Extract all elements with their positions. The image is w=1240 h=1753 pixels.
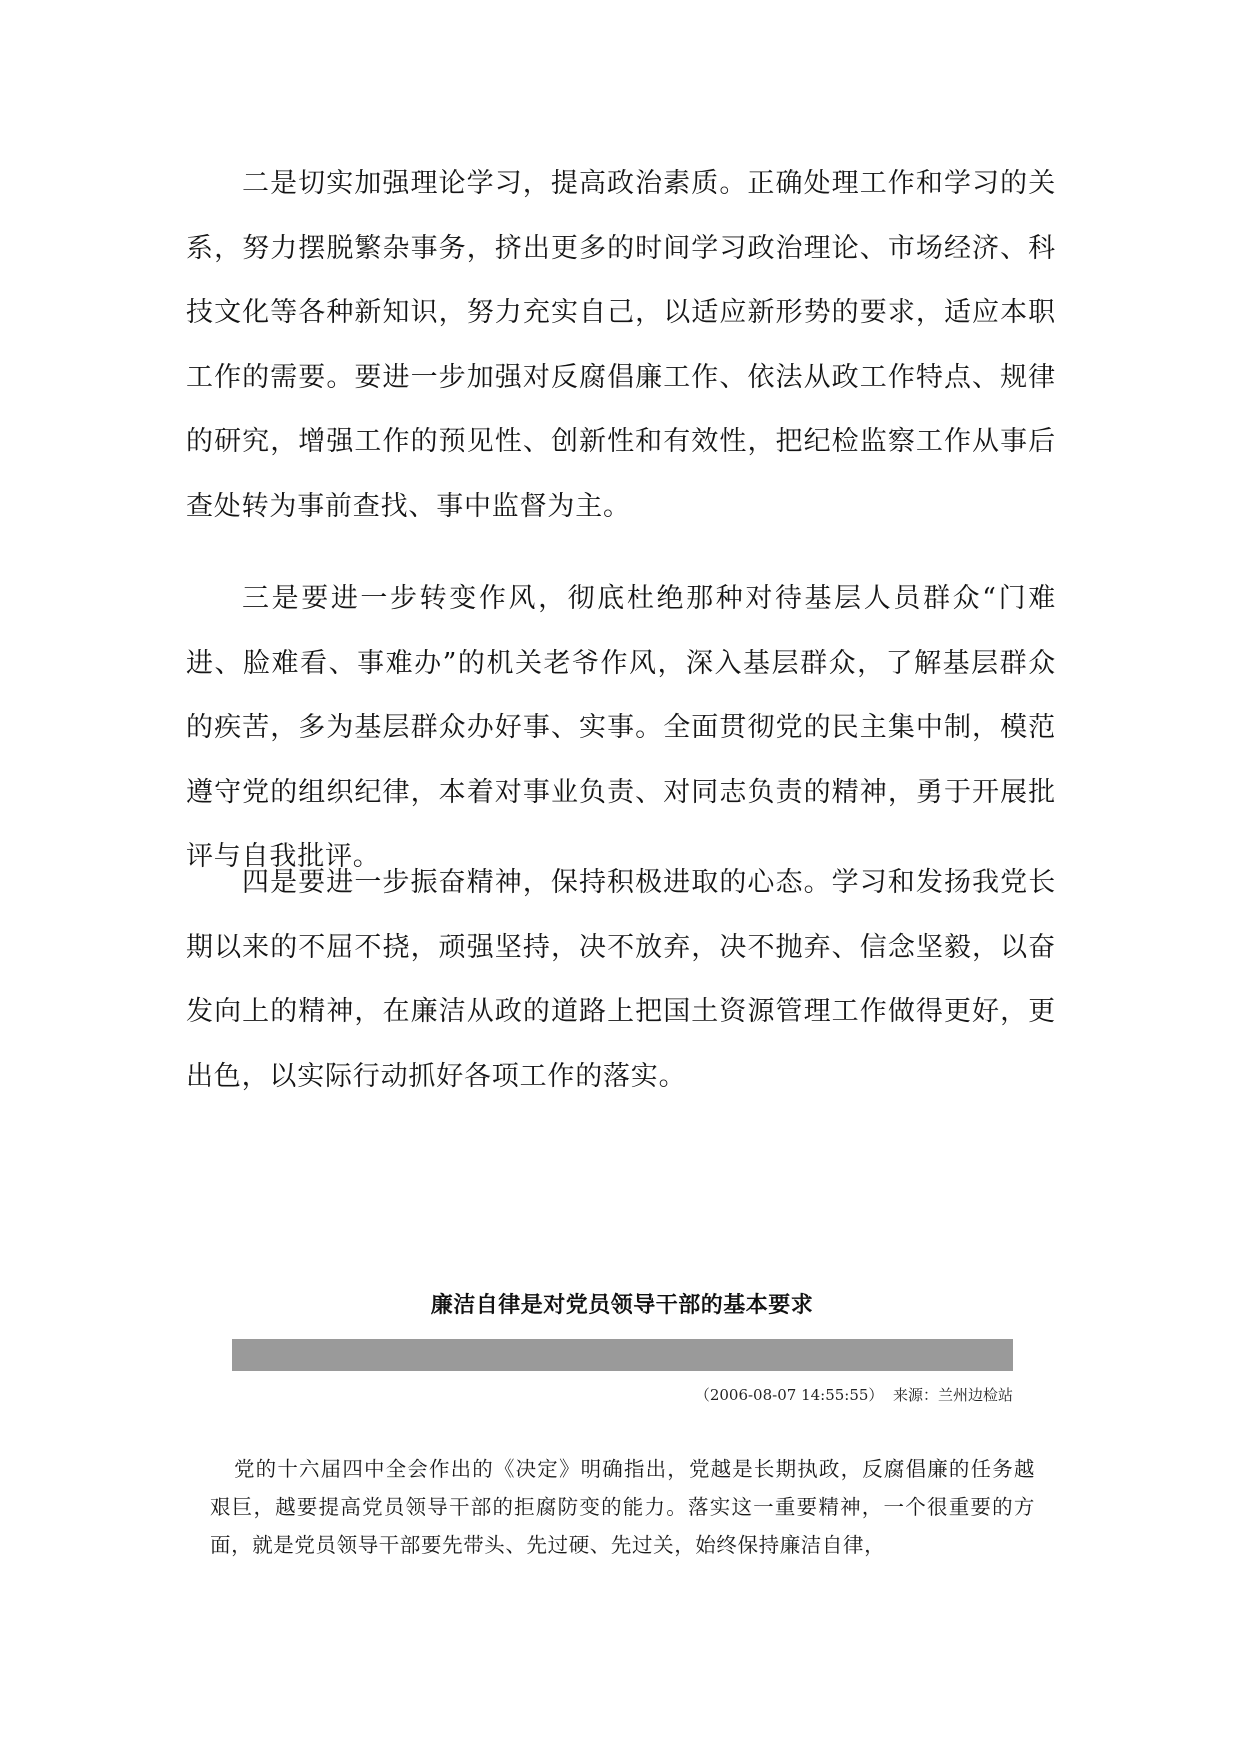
article-source: 来源：兰州边检站 <box>892 1386 1013 1404</box>
paragraph-4: 四是要进一步振奋精神，保持积极进取的心态。学习和发扬我党长期以来的不屈不挠，顽强坚持，决不放弃，决不抛弃、信念坚毅，以奋发向上的精神，在廉洁从政的道路上把国土资源管理工作做得更好，更出色，以实际行动抓好各项工作的落实。 <box>186 867 1056 1092</box>
title-divider-bar <box>232 1339 1013 1371</box>
paragraph-2: 二是切实加强理论学习，提高政治素质。正确处理工作和学习的关系，努力摆脱繁杂事务，挤出更多的时间学习政治理论、市场经济、科技文化等各种新知识，努力充实自己，以适应新形势的要求，适应本职工作的需要。要进一步加强对反腐倡廉工作、依法从政工作特点、规律的研究，增强工作的预见性、创新性和有效性，把纪检监察工作从事后查处转为事前查找、事中监督为主。 <box>186 168 1056 522</box>
article-title: 廉洁自律是对党员领导干部的基本要求 <box>430 1293 814 1318</box>
article-meta <box>232 1384 1013 1406</box>
paragraph-3: 三是要进一步转变作风，彻底杜绝那种对待基层人员群众“门难进、脸难看、事难办”的机关老爷作风，深入基层群众，了解基层群众的疾苦，多为基层群众办好事、实事。全面贯彻党的民主集中制，模范遵守党的组织纪律，本着对事业负责、对同志负责的精神，勇于开展批评与自我批评。 <box>186 583 1056 872</box>
article-datetime: （2006-08-07 14:55:55） <box>694 1386 884 1404</box>
article-body: 党的十六届四中全会作出的《决定》明确指出，党越是长期执政，反腐倡廉的任务越艰巨，越要提高党员领导干部的拒腐防变的能力。落实这一重要精神，一个很重要的方面，就是党员领导干部要先带头、先过硬、先过关，始终保持廉洁自律， <box>210 1457 1035 1557</box>
